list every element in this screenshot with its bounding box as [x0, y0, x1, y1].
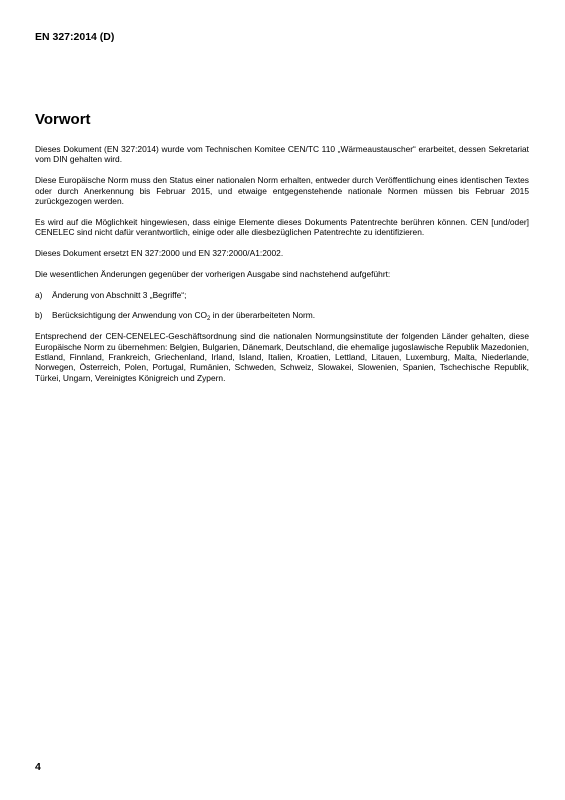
paragraph-adoption-countries: Entsprechend der CEN-CENELEC-Geschäftsordnung sind die nationalen Normungsinstitute der folgenden Länder gehalten, diese Europäische Norm zu übernehmen: Belgien, Bulgarien, Dänemark, Deutschland, die ehemalige jugoslawische Republik Mazedonien, Estland, Finnland, Frankreich, Griechenland, Irland, Island, Italien, Kroatien, Lettland, Litauen, Luxemburg, Malta, Niederlande, Norwegen, Österreich, Polen, Portugal, Rumänien, Schweden, Schweiz, Slowakei, Slowenien, Spanien, Tschechische Republik, Türkei, Ungarn, Vereinigtes Königreich und Zypern. — [35, 331, 529, 383]
list-item-text — [52, 310, 529, 323]
list-item-change-b — [35, 310, 529, 323]
page-number: 4 — [35, 761, 41, 773]
list-item-text: Änderung von Abschnitt 3 „Begriffe“; — [52, 289, 187, 300]
paragraph-committee: Dieses Dokument (EN 327:2014) wurde vom Technischen Komitee CEN/TC 110 „Wärmeaustauscher“ erarbeitet, dessen Sekretariat vom DIN gehalten wird. — [35, 144, 529, 165]
document-id: EN 327:2014 (D) — [35, 31, 115, 43]
text-after-subscript: in der überarbeiteten Norm. — [210, 310, 316, 321]
list-marker: b) — [35, 310, 43, 321]
section-title: Vorwort — [35, 111, 91, 128]
subscript: 2 — [207, 316, 211, 323]
text-before-subscript: Berücksichtigung der Anwendung von CO — [52, 310, 208, 321]
paragraph-patents: Es wird auf die Möglichkeit hingewiesen, dass einige Elemente dieses Dokuments Patentrechte berühren können. CEN [und/oder] CENELEC sind nicht dafür verantwortlich, einige oder alle diesbezüglichen Patentrechte zu identifizieren. — [35, 216, 529, 238]
paragraph-status: Diese Europäische Norm muss den Status einer nationalen Norm erhalten, entweder durch Veröffentlichung eines identischen Textes oder durch Anerkennung bis Februar 2015, und etwaige entgegenstehende nationale Normen müssen bis Februar 2015 zurückgezogen werden. — [35, 175, 529, 207]
paragraph-supersedes: Dieses Dokument ersetzt EN 327:2000 und EN 327:2000/A1:2002. — [35, 248, 284, 259]
paragraph-changes-intro: Die wesentlichen Änderungen gegenüber der vorherigen Ausgabe sind nachstehend aufgeführt: — [35, 268, 391, 279]
list-item-change-a — [35, 290, 529, 300]
list-marker: a) — [35, 289, 43, 300]
document-body — [35, 144, 529, 394]
